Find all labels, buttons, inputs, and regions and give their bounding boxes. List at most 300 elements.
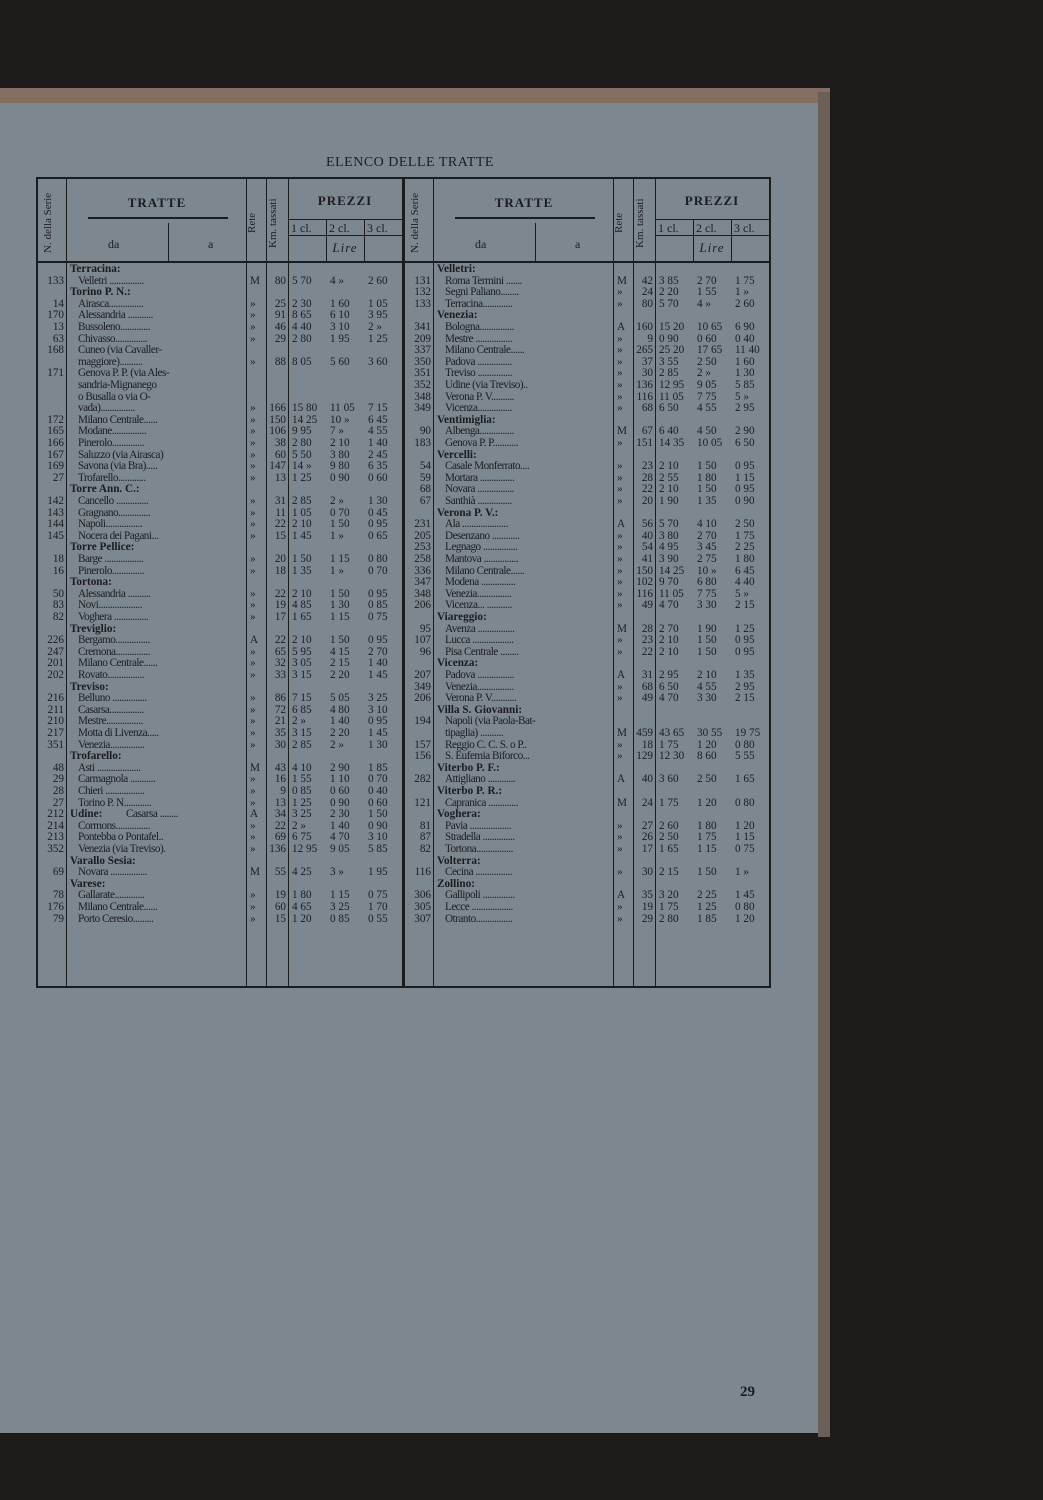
destination: Reggio C. C. S. o P.. [445,738,527,751]
price-2nd-class: 1 30 [330,599,350,612]
km-value: 116 [636,587,653,600]
km-value: 17 [641,843,653,855]
group-heading: Torre Ann. C.: [70,483,140,496]
rete-code: » [250,796,256,809]
serie-number: 82 [419,843,431,855]
km-value: 30 [274,738,286,751]
rete-code: » [250,843,256,855]
destination: o Busalla o via O- [78,390,151,403]
price-1st-class: 1 65 [292,611,312,623]
price-2nd-class: 1 80 [697,819,717,832]
rete-code: » [250,506,256,519]
price-2nd-class: 1 20 [697,738,717,751]
price-1st-class: 12 95 [659,379,685,391]
rete-code: M [250,866,260,879]
serie-number: 167 [47,448,64,461]
km-value: 60 [274,448,286,461]
destination: Verona P. V.......... [445,390,514,403]
price-1st-class: 2 » [292,715,306,728]
route-row [38,438,402,450]
rete-code: A [250,808,259,821]
route-row [38,902,402,914]
destination: Saluzzo (via Airasca) [78,448,164,461]
rete-code: » [250,402,256,415]
km-value: 24 [641,796,653,809]
price-1st-class: 5 70 [292,274,312,287]
group-heading: Vicenza: [437,657,479,670]
price-3rd-class: 2 60 [735,297,755,310]
price-2nd-class: 30 55 [697,727,723,739]
destination: Milano Centrale...... [445,344,525,357]
price-3rd-class: 1 20 [735,819,755,832]
price-1st-class: 3 25 [292,808,312,821]
km-value: 150 [269,413,286,426]
price-3rd-class: 0 80 [735,901,755,913]
price-2nd-class: 1 35 [697,495,717,507]
group-heading: Ventimiglia: [437,413,496,426]
rete-code: » [250,529,256,542]
destination: Alessandria .......... [78,587,151,600]
route-row [405,322,769,334]
route-row [405,844,769,856]
price-3rd-class: 2 95 [735,402,755,415]
price-2nd-class: 10 05 [697,437,723,449]
rete-code: M [617,796,627,809]
serie-number: 165 [47,425,64,438]
km-value: 22 [641,645,653,658]
serie-number: 121 [414,796,431,809]
destination: Belluno ............... [78,692,147,705]
rete-code: M [617,274,627,287]
km-value: 136 [269,843,286,855]
rete-code: » [250,332,256,345]
price-3rd-class: 5 85 [735,379,755,391]
price-3rd-class: 11 40 [735,344,760,357]
price-3rd-class: 1 85 [368,761,388,774]
class3-header: 3 cl. [367,221,388,235]
rete-code: » [617,471,623,484]
price-1st-class: 5 70 [659,297,679,310]
price-2nd-class: 0 60 [697,332,717,345]
serie-number: 145 [47,529,64,542]
destination: Venezia (via Treviso). [78,843,166,855]
rete-code: » [617,738,623,751]
group-heading: Velletri: [437,263,476,275]
price-2nd-class: 1 75 [697,831,717,844]
price-2nd-class: 0 60 [330,785,350,797]
route-row [405,554,769,566]
km-value: 29 [641,912,653,925]
destination: Udine (via Treviso).. [445,379,528,391]
serie-number: 305 [414,901,431,913]
destination: Segni Paliano........ [445,286,519,299]
group-heading: Trofarello: [70,750,122,763]
km-value: 49 [641,692,653,705]
serie-number: 81 [419,819,431,832]
price-3rd-class: 6 45 [368,413,388,426]
destination: Albenga............... [445,425,514,438]
group-heading-row [405,264,769,276]
km-value: 37 [641,355,653,368]
price-1st-class: 2 70 [659,622,679,635]
serie-number: 202 [47,669,64,681]
price-1st-class: 3 85 [659,274,679,287]
price-3rd-class: 4 40 [735,576,755,589]
km-value: 22 [274,587,286,600]
price-3rd-class: 1 75 [735,529,755,542]
price-1st-class: 4 10 [292,761,312,774]
price-3rd-class: 2 15 [735,692,755,705]
price-3rd-class: 2 50 [735,518,755,531]
rete-code: A [250,634,259,647]
km-value: 13 [274,796,286,809]
price-2nd-class: 1 85 [697,912,717,925]
price-1st-class: 1 80 [292,889,312,902]
destination: Porto Ceresio......... [78,912,154,925]
destination: Casale Monferrato.... [445,460,530,473]
price-1st-class: 2 10 [292,634,312,647]
class3-header: 3 cl. [734,221,755,235]
price-1st-class: 2 85 [292,738,312,751]
km-value: 147 [269,460,286,473]
serie-number: 27 [52,796,64,809]
destination: Cremona............... [78,645,150,658]
serie-number: 95 [419,622,431,635]
price-2nd-class: 2 20 [330,727,350,739]
rete-code: » [617,587,623,600]
price-3rd-class: 1 30 [735,367,755,380]
destination: Padova ................ [445,669,514,681]
price-1st-class: 5 95 [292,645,312,658]
km-value: 40 [641,529,653,542]
km-value: 21 [274,715,286,728]
rete-code: » [250,448,256,461]
group-heading: Villa S. Giovanni: [437,703,523,716]
price-1st-class: 2 10 [292,587,312,600]
rete-code: » [250,495,256,507]
km-value: 15 [274,912,286,925]
km-value: 9 [280,785,286,797]
km-value: 16 [274,773,286,786]
destination: Padova ............... [445,355,512,368]
center-divider [402,179,405,986]
km-value: 60 [274,901,286,913]
price-3rd-class: 1 » [735,286,749,299]
price-3rd-class: 1 45 [368,669,388,681]
destination: Stradella .............. [445,831,515,844]
price-3rd-class: 0 45 [368,506,388,519]
price-2nd-class: 2 10 [697,669,717,681]
price-2nd-class: 1 40 [330,715,350,728]
price-2nd-class: 2 » [330,495,344,507]
price-3rd-class: 0 60 [368,471,388,484]
km-value: 54 [641,541,653,554]
group-heading: Torino P. N.: [70,286,131,299]
rete-code: » [617,355,623,368]
price-2nd-class: 4 55 [697,680,717,693]
serie-number: 306 [414,889,431,902]
destination: Savona (via Bra)..... [78,460,158,473]
route-row [405,914,769,926]
group-heading: Torre Pellice: [70,541,135,554]
rete-code: » [617,901,623,913]
destination: Venezia............... [445,587,512,600]
destination: Novara ................ [78,866,147,879]
tratte-brace [455,217,595,219]
serie-number: 351 [414,367,431,380]
price-3rd-class: 0 70 [368,564,388,577]
a-header: a [208,237,214,251]
km-value: 68 [641,402,653,415]
serie-number: 82 [52,611,64,623]
price-3rd-class: 1 60 [735,355,755,368]
prezzi-header: PREZZI [317,193,373,208]
price-2nd-class: 0 85 [330,912,350,925]
price-3rd-class: 0 95 [735,460,755,473]
price-1st-class: 1 45 [292,529,312,542]
destination: Cuneo (via Cavaller- [78,344,162,357]
destination: Roma Termini ....... [445,274,522,287]
km-value: 19 [274,889,286,902]
serie-number: 143 [47,506,64,519]
price-3rd-class: 0 95 [735,483,755,496]
price-2nd-class: 1 50 [697,634,717,647]
price-1st-class: 6 40 [659,425,679,438]
rete-code: » [617,576,623,589]
price-3rd-class: 0 60 [368,796,388,809]
destination: Chivasso.............. [78,332,148,345]
price-1st-class: 1 55 [292,773,312,786]
price-2nd-class: 2 10 [330,437,350,449]
km-header: Km. tassati [634,198,646,248]
rete-code: » [617,843,623,855]
a-header: a [575,237,581,251]
group-heading: Terracina: [70,263,121,275]
km-value: 102 [636,576,653,589]
price-1st-class: 2 50 [659,831,679,844]
price-2nd-class: 3 30 [697,599,717,612]
serie-number: 156 [414,750,431,763]
price-2nd-class: 2 15 [330,657,350,670]
rete-code: » [617,529,623,542]
price-1st-class: 3 20 [659,889,679,902]
serie-number: 205 [414,529,431,542]
destination: Trofarello............ [78,471,146,484]
km-value: 69 [274,831,286,844]
destination: Milano Centrale...... [445,564,525,577]
destination: Desenzano ............ [445,529,520,542]
serie-number: 67 [419,495,431,507]
destination: Casarsa ........ [126,808,178,821]
group-heading: Viterbo P. F.: [437,761,500,774]
rete-code: » [617,831,623,844]
price-2nd-class: 9 05 [330,843,350,855]
price-2nd-class: 1 15 [330,553,350,565]
price-1st-class: 1 25 [292,796,312,809]
tratte-header: TRATTE [494,195,554,210]
tratte-header: TRATTE [127,195,187,210]
serie-number: 142 [47,495,64,507]
destination: Mestre ................ [445,332,513,345]
price-2nd-class: 4 70 [330,831,350,844]
price-2nd-class: 4 » [330,274,344,287]
price-1st-class: 3 60 [659,773,679,786]
price-3rd-class: 1 30 [368,495,388,507]
price-2nd-class: 3 45 [697,541,717,554]
price-2nd-class: 3 25 [330,901,350,913]
price-1st-class: 1 50 [292,553,312,565]
destination: Napoli (via Paola-Bat- [445,715,536,728]
destination: Modena ............... [445,576,516,589]
price-2nd-class: 9 80 [330,460,350,473]
route-row [405,438,769,450]
serie-number: 207 [414,669,431,681]
prices-subline [655,219,769,220]
rete-code: » [617,437,623,449]
price-3rd-class: 5 85 [368,843,388,855]
price-3rd-class: 1 75 [735,274,755,287]
destination: Gallarate............. [78,889,145,902]
rete-code: » [250,460,256,473]
rete-code: » [250,738,256,751]
destination: Terracina............. [445,297,513,310]
price-2nd-class: 2 » [697,367,711,380]
km-value: 11 [275,506,286,519]
price-2nd-class: 3 » [330,866,344,879]
da-a-divider [535,223,536,261]
price-3rd-class: 2 60 [368,274,388,287]
price-1st-class: 8 65 [292,309,312,322]
destination: Venezia............... [78,738,145,751]
rete-code: » [617,367,623,380]
price-2nd-class: 1 40 [330,819,350,832]
km-value: 28 [641,622,653,635]
price-2nd-class: 1 15 [330,611,350,623]
price-1st-class: 6 75 [292,831,312,844]
destination: Bologna............... [445,321,514,333]
price-2nd-class: 1 50 [697,866,717,879]
km-value: 22 [274,819,286,832]
price-2nd-class: 4 50 [697,425,717,438]
km-value: 30 [641,866,653,879]
price-1st-class: 2 80 [292,437,312,449]
price-1st-class: 3 15 [292,727,312,739]
lire-header: Lire [699,240,725,255]
group-heading: Venezia: [437,309,478,322]
routes-table [36,177,771,988]
destination: Voghera ............... [78,611,149,623]
price-2nd-class: 1 10 [330,773,350,786]
price-1st-class: 6 50 [659,402,679,415]
group-heading: Volterra: [437,854,481,867]
km-value: 28 [641,471,653,484]
serie-number: 131 [414,274,431,287]
rete-code: » [250,703,256,716]
price-1st-class: 15 80 [292,402,318,415]
price-2nd-class: 0 70 [330,506,350,519]
serie-number: 28 [52,785,64,797]
rete-code: » [617,680,623,693]
price-3rd-class: 5 55 [735,750,755,763]
rete-code: » [250,785,256,797]
group-heading-row [405,786,769,798]
rete-code: » [250,355,256,368]
price-2nd-class: 1 50 [697,460,717,473]
km-value: 91 [274,309,286,322]
price-2nd-class: 5 60 [330,355,350,368]
serie-number: 16 [52,564,64,577]
price-1st-class: 4 65 [292,901,312,913]
route-row [405,380,769,392]
destination: Chieri ................. [78,785,145,797]
rete-code: » [250,309,256,322]
serie-number: 349 [414,402,431,415]
price-2nd-class: 8 60 [697,750,717,763]
price-1st-class: 3 55 [659,355,679,368]
destination: Mantova ............... [445,553,519,565]
serie-number: 282 [414,773,431,786]
price-2nd-class: 1 50 [330,634,350,647]
km-value: 43 [274,761,286,774]
km-value: 22 [274,634,286,647]
group-heading: Voghera: [437,808,481,821]
price-3rd-class: 0 75 [368,889,388,902]
prices-subline [288,219,402,220]
price-1st-class: 2 » [292,819,306,832]
rete-code: » [250,831,256,844]
route-row [405,728,769,740]
km-value: 40 [641,773,653,786]
price-2nd-class: 9 05 [697,379,717,391]
price-2nd-class: 7 75 [697,587,717,600]
destination: Alessandria ........... [78,309,153,322]
rete-code: » [617,379,623,391]
km-value: 42 [641,274,653,287]
price-3rd-class: 2 90 [735,425,755,438]
km-value: 265 [636,344,653,357]
serie-number: 214 [47,819,64,832]
price-3rd-class: 0 80 [368,553,388,565]
price-2nd-class: 4 10 [697,518,717,531]
rete-code: » [250,692,256,705]
price-3rd-class: 19 75 [735,727,761,739]
price-2nd-class: 2 75 [697,553,717,565]
price-1st-class: 6 50 [659,680,679,693]
km-value: 31 [641,669,653,681]
class2-header: 2 cl. [329,221,350,235]
price-2nd-class: 1 60 [330,297,350,310]
price-3rd-class: 0 75 [735,843,755,855]
km-value: 49 [641,599,653,612]
destination: Asti ................... [78,761,141,774]
price-2nd-class: 1 80 [697,471,717,484]
rete-code: » [617,819,623,832]
destination: Velletri ............... [78,274,144,287]
serie-number: 348 [414,390,431,403]
price-3rd-class: 0 90 [735,495,755,507]
price-2nd-class: 1 50 [330,518,350,531]
group-heading: Viterbo P. R.: [437,785,503,797]
price-1st-class: 4 95 [659,541,679,554]
price-1st-class: 1 65 [659,843,679,855]
km-value: 31 [274,495,286,507]
price-1st-class: 2 10 [659,483,679,496]
price-2nd-class: 17 65 [697,344,723,357]
km-value: 15 [274,529,286,542]
price-2nd-class: 1 15 [330,889,350,902]
price-2nd-class: 10 » [330,413,350,426]
price-2nd-class: 3 30 [697,692,717,705]
